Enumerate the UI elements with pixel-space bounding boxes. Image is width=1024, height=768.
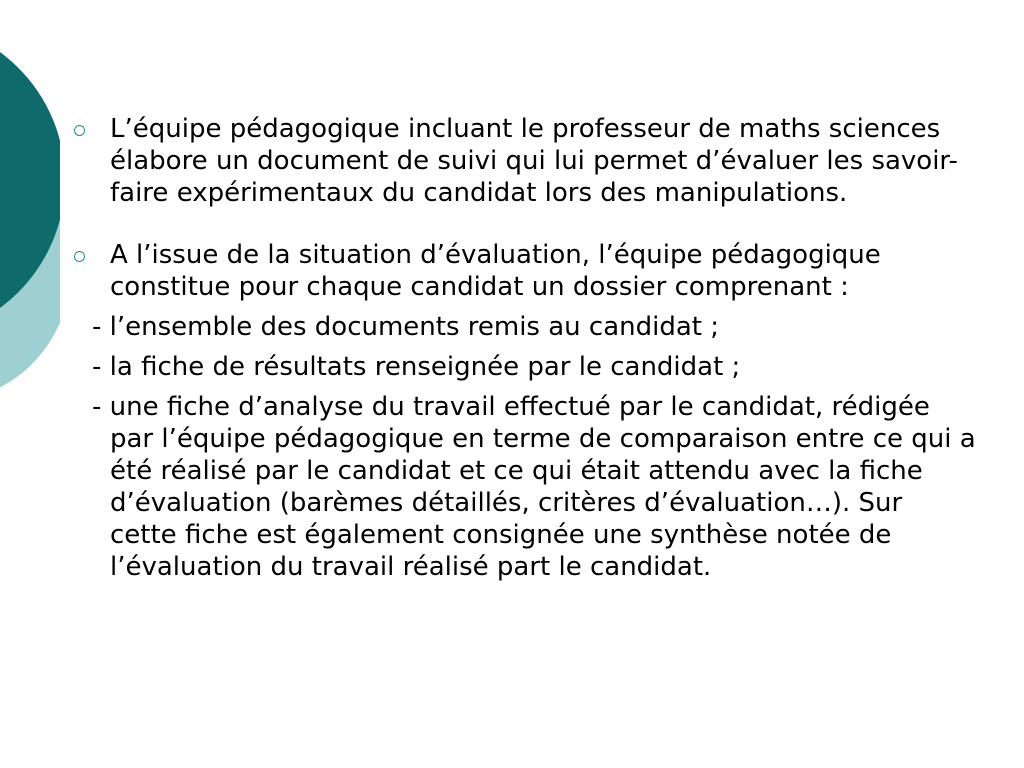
bullet-text-1: L’équipe pédagogique incluant le professeur de maths sciences élabore un document de suivi qui lui permet d’évaluer les savoir-faire expérimentaux du candidat lors des manipulations. xyxy=(110,114,958,208)
sub-item-1: - l’ensemble des documents remis au candidat ; xyxy=(92,312,720,342)
bullet-item-1 xyxy=(66,113,976,209)
sub-item-2: - la fiche de résultats renseignée par le candidat ; xyxy=(92,352,741,382)
bullet-item-2 xyxy=(66,239,976,303)
hollow-circle-bullet-icon xyxy=(74,125,85,136)
hollow-circle-bullet-icon xyxy=(74,251,85,262)
bullet-text-2: A l’issue de la situation d’évaluation, l’équipe pédagogique constitue pour chaque candidat un dossier comprenant : xyxy=(110,240,881,302)
slide-body xyxy=(66,113,976,583)
sub-item-3: - une fiche d’analyse du travail effectué par le candidat, rédigée par l’équipe pédagogique en terme de comparaison entre ce qui a été réalisé par le candidat et ce qui était attendu avec la fiche d’évaluation (barèmes détaillés, critères d’évaluation…). Sur cette fiche est également consignée une synthèse notée de l’évaluation du travail réalisé part le candidat. xyxy=(92,392,976,582)
